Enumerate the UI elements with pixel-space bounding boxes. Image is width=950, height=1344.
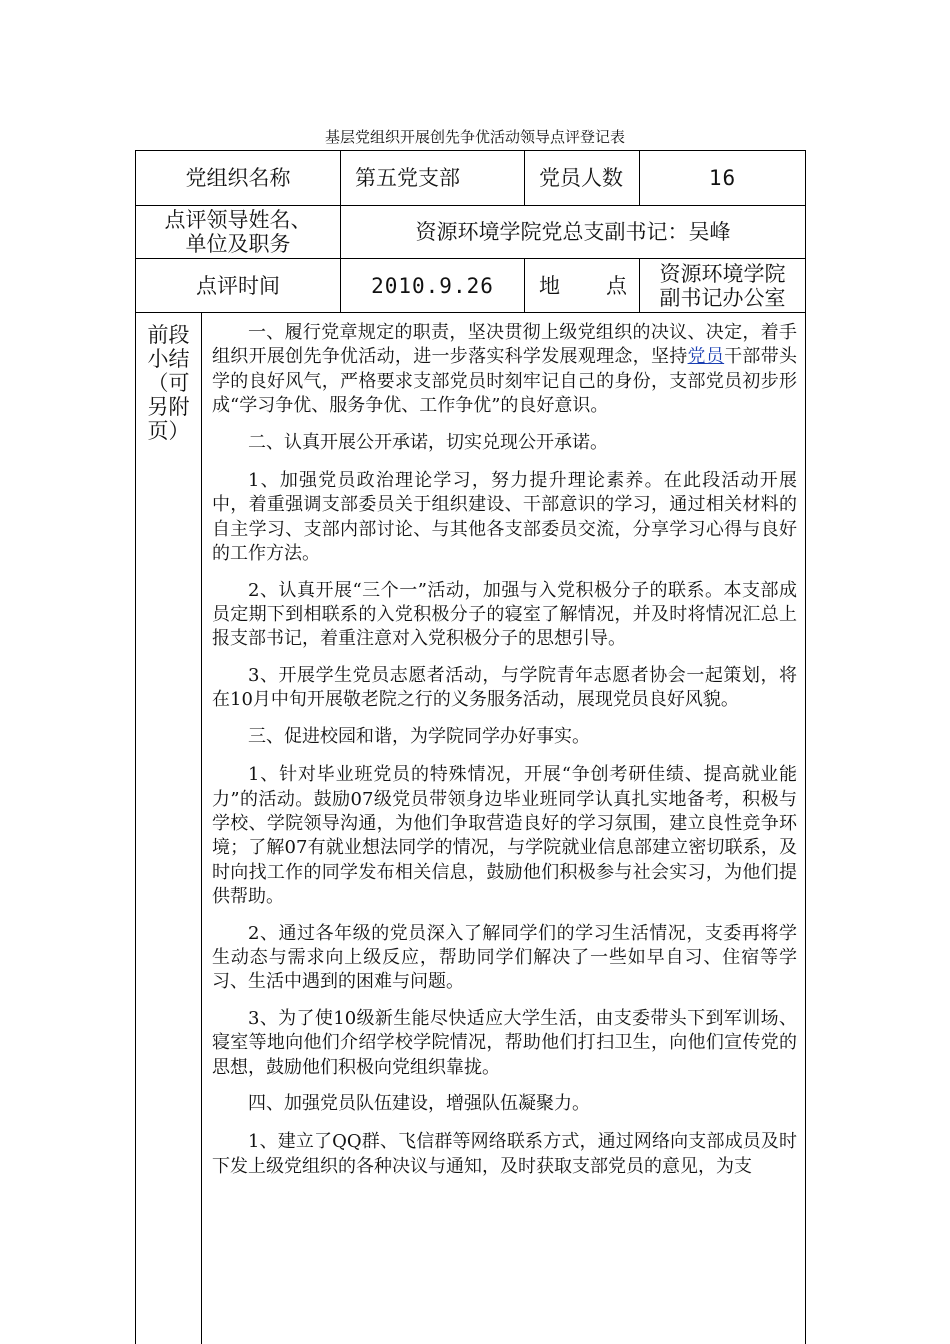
summary-text: 干部带头学的良好风气，严格要求支部党员时刻牢记自己的身份，支部党员初步形成“学习争优、服务争优、工作争优”的良好意识。 [212,346,798,417]
summary-paragraph: 1、加强党员政治理论学习，努力提升理论素养。在此段活动开展中，着重强调支部委员关于组织建设、干部意识的学习，通过相关材料的自主学习、支部内部讨论、与其他各支部委员交流，分享学习心得与良好的工作方法。 [212,470,797,565]
row-time-place [136,259,806,313]
leader-label-line1: 点评领导姓名、 [164,208,312,232]
row-summary [136,313,806,1344]
review-time-label: 点评时间 [136,259,341,313]
place-value-line1: 资源环境学院 [659,261,786,286]
leader-label [136,206,341,259]
member-count-value: 16 [640,151,806,206]
place-value [640,259,806,313]
summary-label-line: 另附 [147,395,190,419]
summary-text: 一、履行党章规定的职责，坚决贯彻上级党组织的决议、决定，着手组织开展创先争优活动，进一步落实科学发展观理念，坚持 [212,322,797,368]
org-name-label: 党组织名称 [136,151,341,206]
leader-value: 资源环境学院党总支副书记：吴峰 [341,206,806,259]
org-name-value: 第五党支部 [341,151,525,206]
document-title: 基层党组织开展创先争优活动领导点评登记表 [324,128,625,146]
summary-heading: 四、加强党员队伍建设，增强队伍凝聚力。 [248,1092,590,1114]
summary-paragraph: 1、针对毕业班党员的特殊情况，开展“争创考研佳绩、提高就业能力”的活动。鼓励07级党员带领身边毕业班同学认真扎实地备考，积极与学校、学院领导沟通，为他们争取营造良好的学习氛围，建立良性竞争环境；了解07有就业想法同学的情况，与学院就业信息部建立密切联系，及时向找工作的同学发布相关信息，鼓励他们积极参与社会实习，为他们提供帮助。 [212,764,797,908]
summary-label [136,313,202,1344]
place-value-line2: 副书记办公室 [659,285,786,310]
summary-paragraph [212,321,797,419]
summary-paragraph: 3、为了使10级新生能尽快适应大学生活，由支委带头下到军训场、寝室等地向他们介绍学校学院情况，帮助他们打扫卫生，向他们宣传党的思想，鼓励他们积极向党组织靠拢。 [212,1007,797,1078]
summary-label-line: （可 [147,371,190,395]
summary-paragraph: 1、建立了QQ群、飞信群等网络联系方式，通过网络向支部成员及时下发上级党组织的各种决议与通知，及时获取支部党员的意见，为支 [212,1131,797,1177]
summary-paragraph: 3、开展学生党员志愿者活动，与学院青年志愿者协会一起策划，将在10月中旬开展敬老院之行的义务服务活动，展现党员良好风貌。 [212,664,797,711]
summary-heading: 二、认真开展公开承诺，切实兑现公开承诺。 [248,431,608,453]
summary-label-line: 小结 [147,347,190,371]
party-member-link[interactable]: 党员 [687,346,725,368]
summary-label-line: 页） [147,419,190,443]
row-organization [136,151,806,206]
place-label-char-1: 地 [539,273,560,298]
summary-heading: 三、促进校园和谐，为学院同学办好事实。 [248,725,590,747]
place-label-char-2: 点 [606,273,627,298]
summary-paragraph: 2、认真开展“三个一”活动，加强与入党积极分子的联系。本支部成员定期下到相联系的入党积极分子的寝室了解情况，并及时将情况汇总上报支部书记，着重注意对入党积极分子的思想引导。 [212,579,797,650]
review-time-value: 2010.9.26 [341,259,525,313]
summary-paragraph: 2、通过各年级的党员深入了解同学们的学习生活情况，支委再将学生动态与需求向上级反应，帮助同学们解决了一些如早自习、住宿等学习、生活中遇到的困难与问题。 [212,922,797,993]
place-label [525,259,640,313]
registration-form-table [135,150,806,1344]
leader-label-line2: 单位及职务 [185,232,291,256]
row-leader [136,206,806,259]
summary-label-line: 前段 [147,323,190,347]
summary-content [202,313,806,1344]
member-count-label: 党员人数 [525,151,640,206]
